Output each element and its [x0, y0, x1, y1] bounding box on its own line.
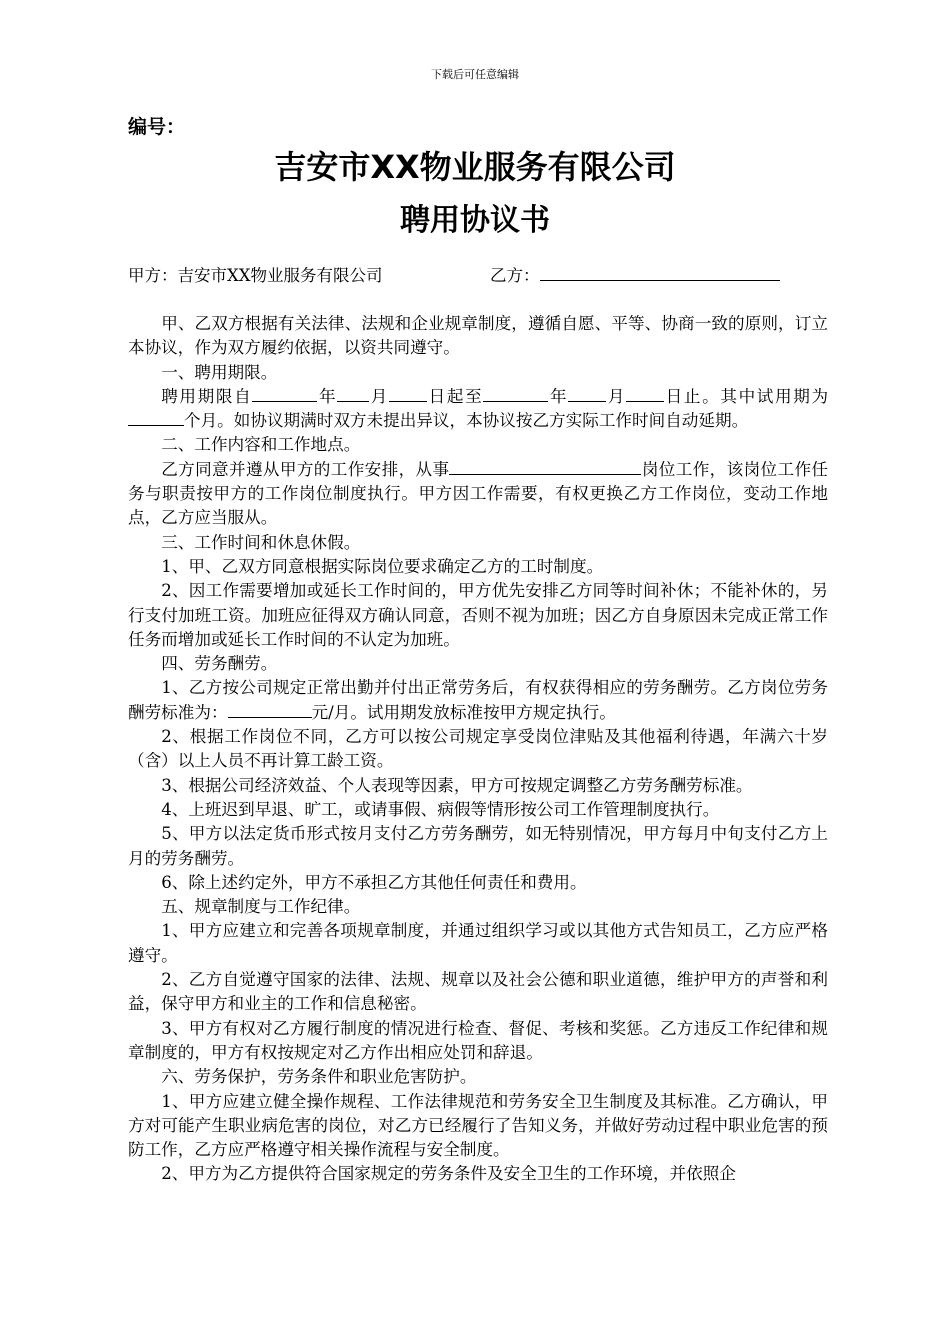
section-4-item-1 — [128, 676, 828, 725]
text: 月 — [606, 386, 627, 406]
position-blank[interactable] — [449, 459, 641, 475]
section-5-item-3: 3、甲方有权对乙方履行制度的情况进行检查、督促、考核和奖惩。乙方违反工作纪律和规章制度的，甲方有权按规定对乙方作出相应处罚和辞退。 — [128, 1018, 828, 1062]
section-6-item-1: 1、甲方应建立健全操作规程、工作法律规范和劳务安全卫生制度及其标准。乙方确认，甲方对可能产生职业病危害的岗位，对乙方已经履行了告知义务，并做好劳动过程中职业危害的预防工作，乙方应严格遵守相关操作流程与安全制度。 — [128, 1091, 828, 1160]
text: 1、乙方按公司规定正常出勤并付出正常劳务后，有权获得相应的劳务酬劳。乙方岗位劳务酬劳标准为： — [128, 678, 828, 722]
section-4-item-5: 5、甲方以法定货币形式按月支付乙方劳务酬劳，如无特别情况，甲方每月中旬支付乙方上月的劳务酬劳。 — [128, 824, 828, 868]
section-2-content — [128, 458, 828, 531]
text: 元/月。试用期发放标准按甲方规定执行。 — [311, 702, 616, 722]
parties-line — [128, 262, 828, 286]
party-b-label: 乙方： — [490, 266, 540, 285]
agreement-body — [128, 312, 828, 1187]
section-1-title: 一、聘用期限。 — [161, 362, 278, 382]
section-3-title: 三、工作时间和休息休假。 — [161, 532, 361, 552]
section-4-item-3: 3、根据公司经济效益、个人表现等因素，甲方可按规定调整乙方劳务酬劳标准。 — [161, 775, 753, 795]
section-5-title: 五、规章制度与工作纪律。 — [161, 897, 361, 917]
section-6-title: 六、劳务保护，劳务条件和职业危害防护。 — [161, 1067, 477, 1087]
document-title: 聘用协议书 — [400, 203, 550, 238]
section-3-item-2: 2、因工作需要增加或延长工作时间的，甲方优先安排乙方同等时间补休；不能补休的，另行支付加班工资。加班应征得双方确认同意，否则不视为加班；因乙方自身原因未完成正常工作任务而增加或延长工作时间的不认定为加班。 — [128, 581, 828, 649]
section-4-title: 四、劳务酬劳。 — [161, 654, 278, 674]
section-5-item-1: 1、甲方应建立和完善各项规章制度，并通过组织学习或以其他方式告知员工，乙方应严格遵守。 — [128, 921, 828, 965]
document-title-company: 吉安市XX物业服务有限公司 — [274, 148, 676, 186]
party-b — [490, 262, 780, 286]
section-6-item-2: 2、甲方为乙方提供符合国家规定的劳务条件及安全卫生的工作环境，并依照企 — [161, 1164, 736, 1184]
text: 聘用期限自 — [161, 386, 253, 406]
end-month-blank[interactable] — [568, 386, 606, 402]
text: 月 — [369, 386, 390, 406]
salary-blank[interactable] — [228, 702, 312, 718]
text: 年 — [317, 386, 338, 406]
section-3-item-1: 1、甲、乙双方同意根据实际岗位要求确定乙方的工时制度。 — [161, 556, 604, 576]
end-year-blank[interactable] — [483, 386, 548, 402]
start-day-blank[interactable] — [389, 386, 427, 402]
section-4-item-2: 2、根据工作岗位不同，乙方可以按公司规定享受岗位津贴及其他福利待遇，年满六十岁（含）以上人员不再计算工龄工资。 — [128, 727, 828, 771]
section-1-term — [128, 385, 828, 434]
text: 岗位工作，该岗位工作任务与职责按甲方的工作岗位制度执行。甲方因工作需要，有权更换乙方工作岗位，变动工作地点，乙方应当服从。 — [128, 459, 829, 528]
probation-months-blank[interactable] — [128, 410, 184, 426]
section-4-item-4: 4、上班迟到早退、旷工，或请事假、病假等情形按公司工作管理制度执行。 — [161, 799, 720, 819]
party-a: 甲方：吉安市XX物业服务有限公司 — [128, 266, 383, 285]
start-year-blank[interactable] — [252, 386, 317, 402]
text: 乙方同意并遵从甲方的工作安排，从事 — [161, 459, 450, 479]
document-number-label: 编号： — [128, 116, 186, 138]
start-month-blank[interactable] — [337, 386, 369, 402]
section-4-item-6: 6、除上述约定外，甲方不承担乙方其他任何责任和费用。 — [161, 872, 587, 892]
end-day-blank[interactable] — [626, 386, 664, 402]
party-b-blank[interactable] — [540, 265, 780, 281]
section-5-item-2: 2、乙方自觉遵守国家的法律、法规、规章以及社会公德和职业道德，维护甲方的声誉和利益，保守甲方和业主的工作和信息秘密。 — [128, 970, 828, 1014]
text: 年 — [548, 386, 569, 406]
section-2-title: 二、工作内容和工作地点。 — [161, 435, 361, 455]
text: 日起至 — [427, 386, 484, 406]
header-note: 下载后可任意编辑 — [431, 68, 519, 81]
text: 个月。如协议期满时双方未提出异议，本协议按乙方实际工作时间自动延期。 — [184, 411, 749, 431]
intro-paragraph: 甲、乙双方根据有关法律、法规和企业规章制度，遵循自愿、平等、协商一致的原则，订立本协议，作为双方履约依据，以资共同遵守。 — [128, 314, 828, 358]
text: 日止。其中试用期为 — [664, 386, 829, 406]
